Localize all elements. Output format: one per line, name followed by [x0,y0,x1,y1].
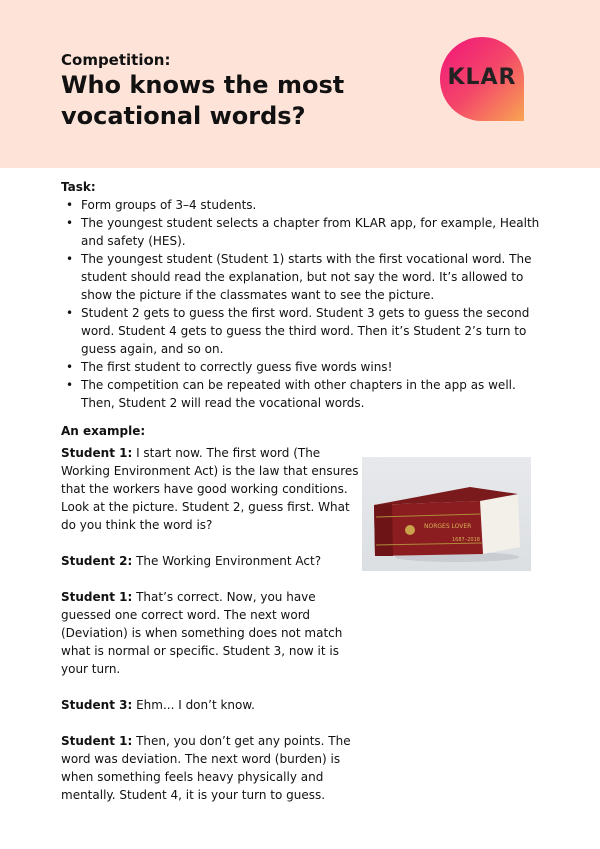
task-item: • The youngest student (Student 1) starts with the first vocational word. The student should read the explanation, but not say the word. It’s allowed to show the picture if the classmates want to see the picture. [61,250,541,304]
law-book-photo [362,457,531,571]
dialogue-speaker: Student 1: [61,446,133,460]
dialogue-line [61,732,359,804]
task-item: • The first student to correctly guess five words wins! [61,358,541,376]
example-dialogue [61,444,359,822]
dialogue-speaker: Student 2: [61,554,133,568]
header-banner [0,0,600,168]
book-spine-title: NORGES LOVER [424,523,472,530]
dialogue-line [61,696,359,714]
klar-logo [440,37,524,121]
dialogue-text: Ehm... I don’t know. [132,698,255,712]
dialogue-line [61,588,359,678]
task-list [61,196,541,412]
task-item: • The youngest student selects a chapter from KLAR app, for example, Health and safety (HES). [61,214,541,250]
example-heading: An example: [61,424,146,438]
dialogue-speaker: Student 1: [61,590,133,604]
dialogue-line [61,552,359,570]
dialogue-line [61,444,359,534]
dialogue-text: I start now. The first word (The Working Environment Act) is the law that ensures that the workers have good working conditions. Look at the picture. Student 2, guess first. What do you think the word is? [61,446,359,532]
klar-logo-text: KLAR [447,65,517,90]
dialogue-speaker: Student 1: [61,734,133,748]
book-spine-years: 1687–2018 [452,537,480,543]
law-book-illustration [362,457,531,571]
competition-kicker: Competition: [61,51,171,69]
task-heading: Task: [61,180,96,194]
dialogue-text: That’s correct. Now, you have guessed one correct word. The next word (Deviation) is when something does not match what is normal or specific. Student 3, now it is your turn. [61,590,343,676]
task-item: • Student 2 gets to guess the first word. Student 3 gets to guess the second word. Student 4 gets to guess the third word. Then it’s Student 2’s turn to guess again, and so on. [61,304,541,358]
dialogue-text: The Working Environment Act? [132,554,322,568]
task-item: • Form groups of 3–4 students. [61,196,541,214]
task-item: • The competition can be repeated with other chapters in the app as well. Then, Student 2 will read the vocational words. [61,376,541,412]
dialogue-text: Then, you don’t get any points. The word was deviation. The next word (burden) is when something feels heavy physically and mentally. Student 4, it is your turn to guess. [61,734,351,802]
dialogue-speaker: Student 3: [61,698,133,712]
page-title: Who knows the most vocational words? [61,71,345,130]
